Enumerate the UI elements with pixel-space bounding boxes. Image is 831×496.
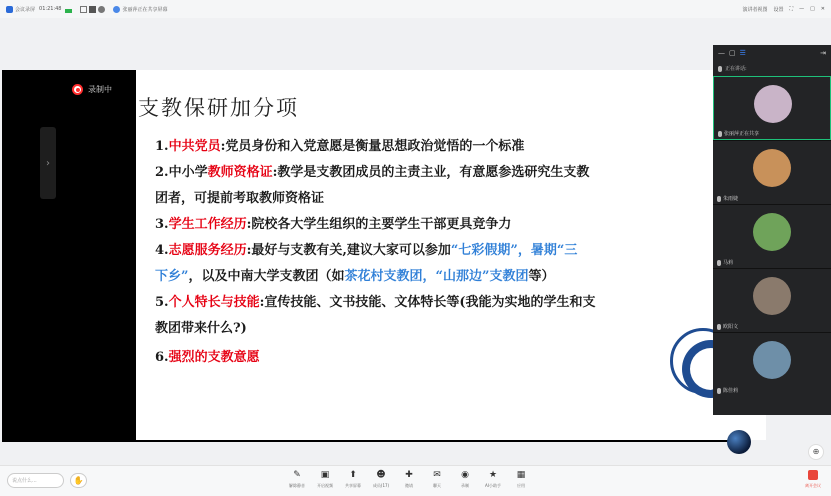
avatar [753,341,791,379]
item-text: :教学是支教团成员的主责主业，有意愿参选研究生支教 [272,165,590,180]
tool-label: 成员(17) [372,483,390,488]
panel-header [713,45,831,61]
presentation-slide [136,70,766,440]
avatar [753,213,791,251]
mic-icon: ✎ [293,470,301,480]
tool-label: 应用 [517,483,525,488]
item-blue-text: 茶花村支教团，“山那边”支教团 [344,269,529,284]
meeting-time: 01:21:48 [39,6,62,12]
meeting-toolbar [0,465,831,496]
item-text: :党员身份和入党意愿是衡量思想政治觉悟的一个标准 [220,139,525,154]
minimize-panel-icon[interactable]: — [718,49,725,57]
slide-item-1 [155,134,524,160]
speaking-mic-icon [718,66,722,72]
camera-icon: ▣ [320,470,330,480]
chat-input[interactable]: 说点什么... [7,473,64,488]
slide-item-3 [155,212,511,238]
members-icon: ☻ [376,470,386,480]
app-name-segment [6,6,74,13]
tool-label: 解除静音 [289,483,305,488]
ai-assistant-button[interactable] [479,470,507,489]
record-dot-icon [72,84,83,95]
tool-label: 录制 [461,483,469,488]
leave-label: 离开会议 [805,483,821,488]
participant-tile[interactable] [713,332,831,396]
participant-name-row [717,195,738,202]
slide-item-5 [155,290,596,316]
participant-tile[interactable] [713,140,831,204]
fullscreen-icon[interactable]: ⛶ [789,6,794,12]
raise-hand-icon[interactable]: ✋ [70,473,87,488]
participant-name-row [717,387,738,394]
item-highlight: 教师资格证 [207,165,273,180]
slide-item-4 [155,238,577,264]
participant-name: 陈佳莉 [723,388,739,394]
mic-icon [718,131,722,137]
invite-icon: ✚ [405,470,413,480]
window-controls [743,0,825,18]
share-icon: ⬆ [349,470,357,480]
item-blue-prefix: 下乡” [155,269,189,284]
minimize-icon[interactable]: — [799,6,805,12]
item-highlight: 中共党员 [168,139,221,154]
share-status-icon [113,6,120,13]
participant-name-row [718,130,759,137]
sharing-notice [113,6,167,13]
collapse-panel-icon[interactable]: ⇥ [820,49,826,57]
chevron-right-icon: › [46,157,50,169]
members-button[interactable] [367,470,395,489]
participant-name-row [717,323,738,330]
tool-label: 共享屏幕 [345,483,361,488]
item-text: :宣传技能、文书技能、文体特长等(我能为实地的学生和支 [259,295,596,310]
speaker-view-button[interactable]: 演讲者视图 [742,6,768,13]
slide-item-2-cont [155,186,324,212]
slide-item-5-cont [155,316,247,342]
close-icon[interactable]: ✕ [820,6,825,12]
apps-button[interactable] [507,470,535,489]
record-icon: ◉ [461,470,469,480]
record-button[interactable] [451,470,479,489]
app-logo-icon [6,6,13,13]
speaking-indicator [713,61,831,76]
item-suffix: 等） [528,269,555,284]
item-text: ，以及中南大学支教团（如 [188,269,345,284]
maximize-icon[interactable]: □ [810,6,815,12]
app-name: 会议录屏 [15,6,36,13]
apps-icon: ▦ [516,470,526,480]
sharing-notice-text: 张丽萍正在共享屏幕 [122,6,168,13]
item-highlight: 个人特长与技能 [168,295,260,310]
floating-orb-icon[interactable] [727,430,751,454]
mic-icon [717,196,721,202]
leave-meeting-button[interactable] [805,470,821,489]
invite-button[interactable] [395,470,423,489]
unmute-button[interactable] [283,470,311,489]
participant-name: 张丽萍正在共享 [724,131,760,137]
participant-name: 马莉 [723,260,734,266]
slide-title: 支教保研加分项 [138,96,299,120]
leave-icon [808,470,818,480]
item-text: 团者，可提前考取教师资格证 [155,191,325,206]
participant-tile[interactable] [713,76,831,140]
item-highlight: 强烈的支教意愿 [168,350,260,365]
participant-tile[interactable] [713,268,831,332]
item-prefix: 6. [155,350,169,365]
zoom-icon[interactable]: ⊕ [808,444,824,460]
quick-tools [80,6,107,13]
slide-item-6 [155,345,260,371]
participant-name-row [717,259,733,266]
item-text: :最好与支教有关,建议大家可以参加 [246,243,451,258]
annotate-icon[interactable] [89,6,96,13]
participant-name: 欧阳文 [723,324,739,330]
item-text: :院校各大学生组织的主要学生干部更具竞争力 [246,217,512,232]
item-prefix: 3. [155,217,169,232]
item-prefix: 2.中小学 [155,165,208,180]
speaking-label: 正在讲话: [725,66,747,72]
start-video-button[interactable] [311,470,339,489]
mic-icon [717,324,721,330]
tool-label: 邀请 [405,483,413,488]
item-highlight: 志愿服务经历 [168,243,247,258]
participant-panel [713,45,831,415]
item-prefix: 5. [155,295,169,310]
expand-sidebar-handle[interactable] [40,127,56,199]
signal-icon [65,6,72,13]
list-view-icon[interactable]: ☰ [739,49,746,57]
share-screen-button[interactable] [339,470,367,489]
hand-icon[interactable] [98,6,105,13]
participant-tile[interactable] [713,204,831,268]
participant-name: 朱雨婕 [723,196,739,202]
avatar [753,277,791,315]
top-status-bar [0,0,831,18]
item-prefix: 1. [155,139,169,154]
item-blue-text: “七彩假期”，暑期“三 [450,243,578,258]
tool-label: AI小助手 [485,483,501,488]
ai-icon: ★ [488,470,498,480]
avatar [753,149,791,187]
item-text: 教团带来什么?) [155,321,247,336]
tool-label: 开启视频 [317,483,333,488]
item-highlight: 学生工作经历 [168,217,247,232]
mic-icon [717,388,721,394]
slide-item-4-cont [155,264,554,290]
chat-button[interactable] [423,470,451,489]
slide-item-2 [155,160,589,186]
screenshot-icon[interactable] [80,6,87,13]
toolbar-buttons [283,470,535,489]
avatar [754,85,792,123]
settings-button[interactable]: 设置 [773,6,784,13]
recording-label: 录制中 [88,85,112,94]
item-prefix: 4. [155,243,169,258]
restore-panel-icon[interactable]: ▢ [729,49,736,57]
chat-icon: ✉ [433,470,441,480]
tool-label: 聊天 [433,483,441,488]
mic-icon [717,260,721,266]
recording-indicator [72,84,112,95]
